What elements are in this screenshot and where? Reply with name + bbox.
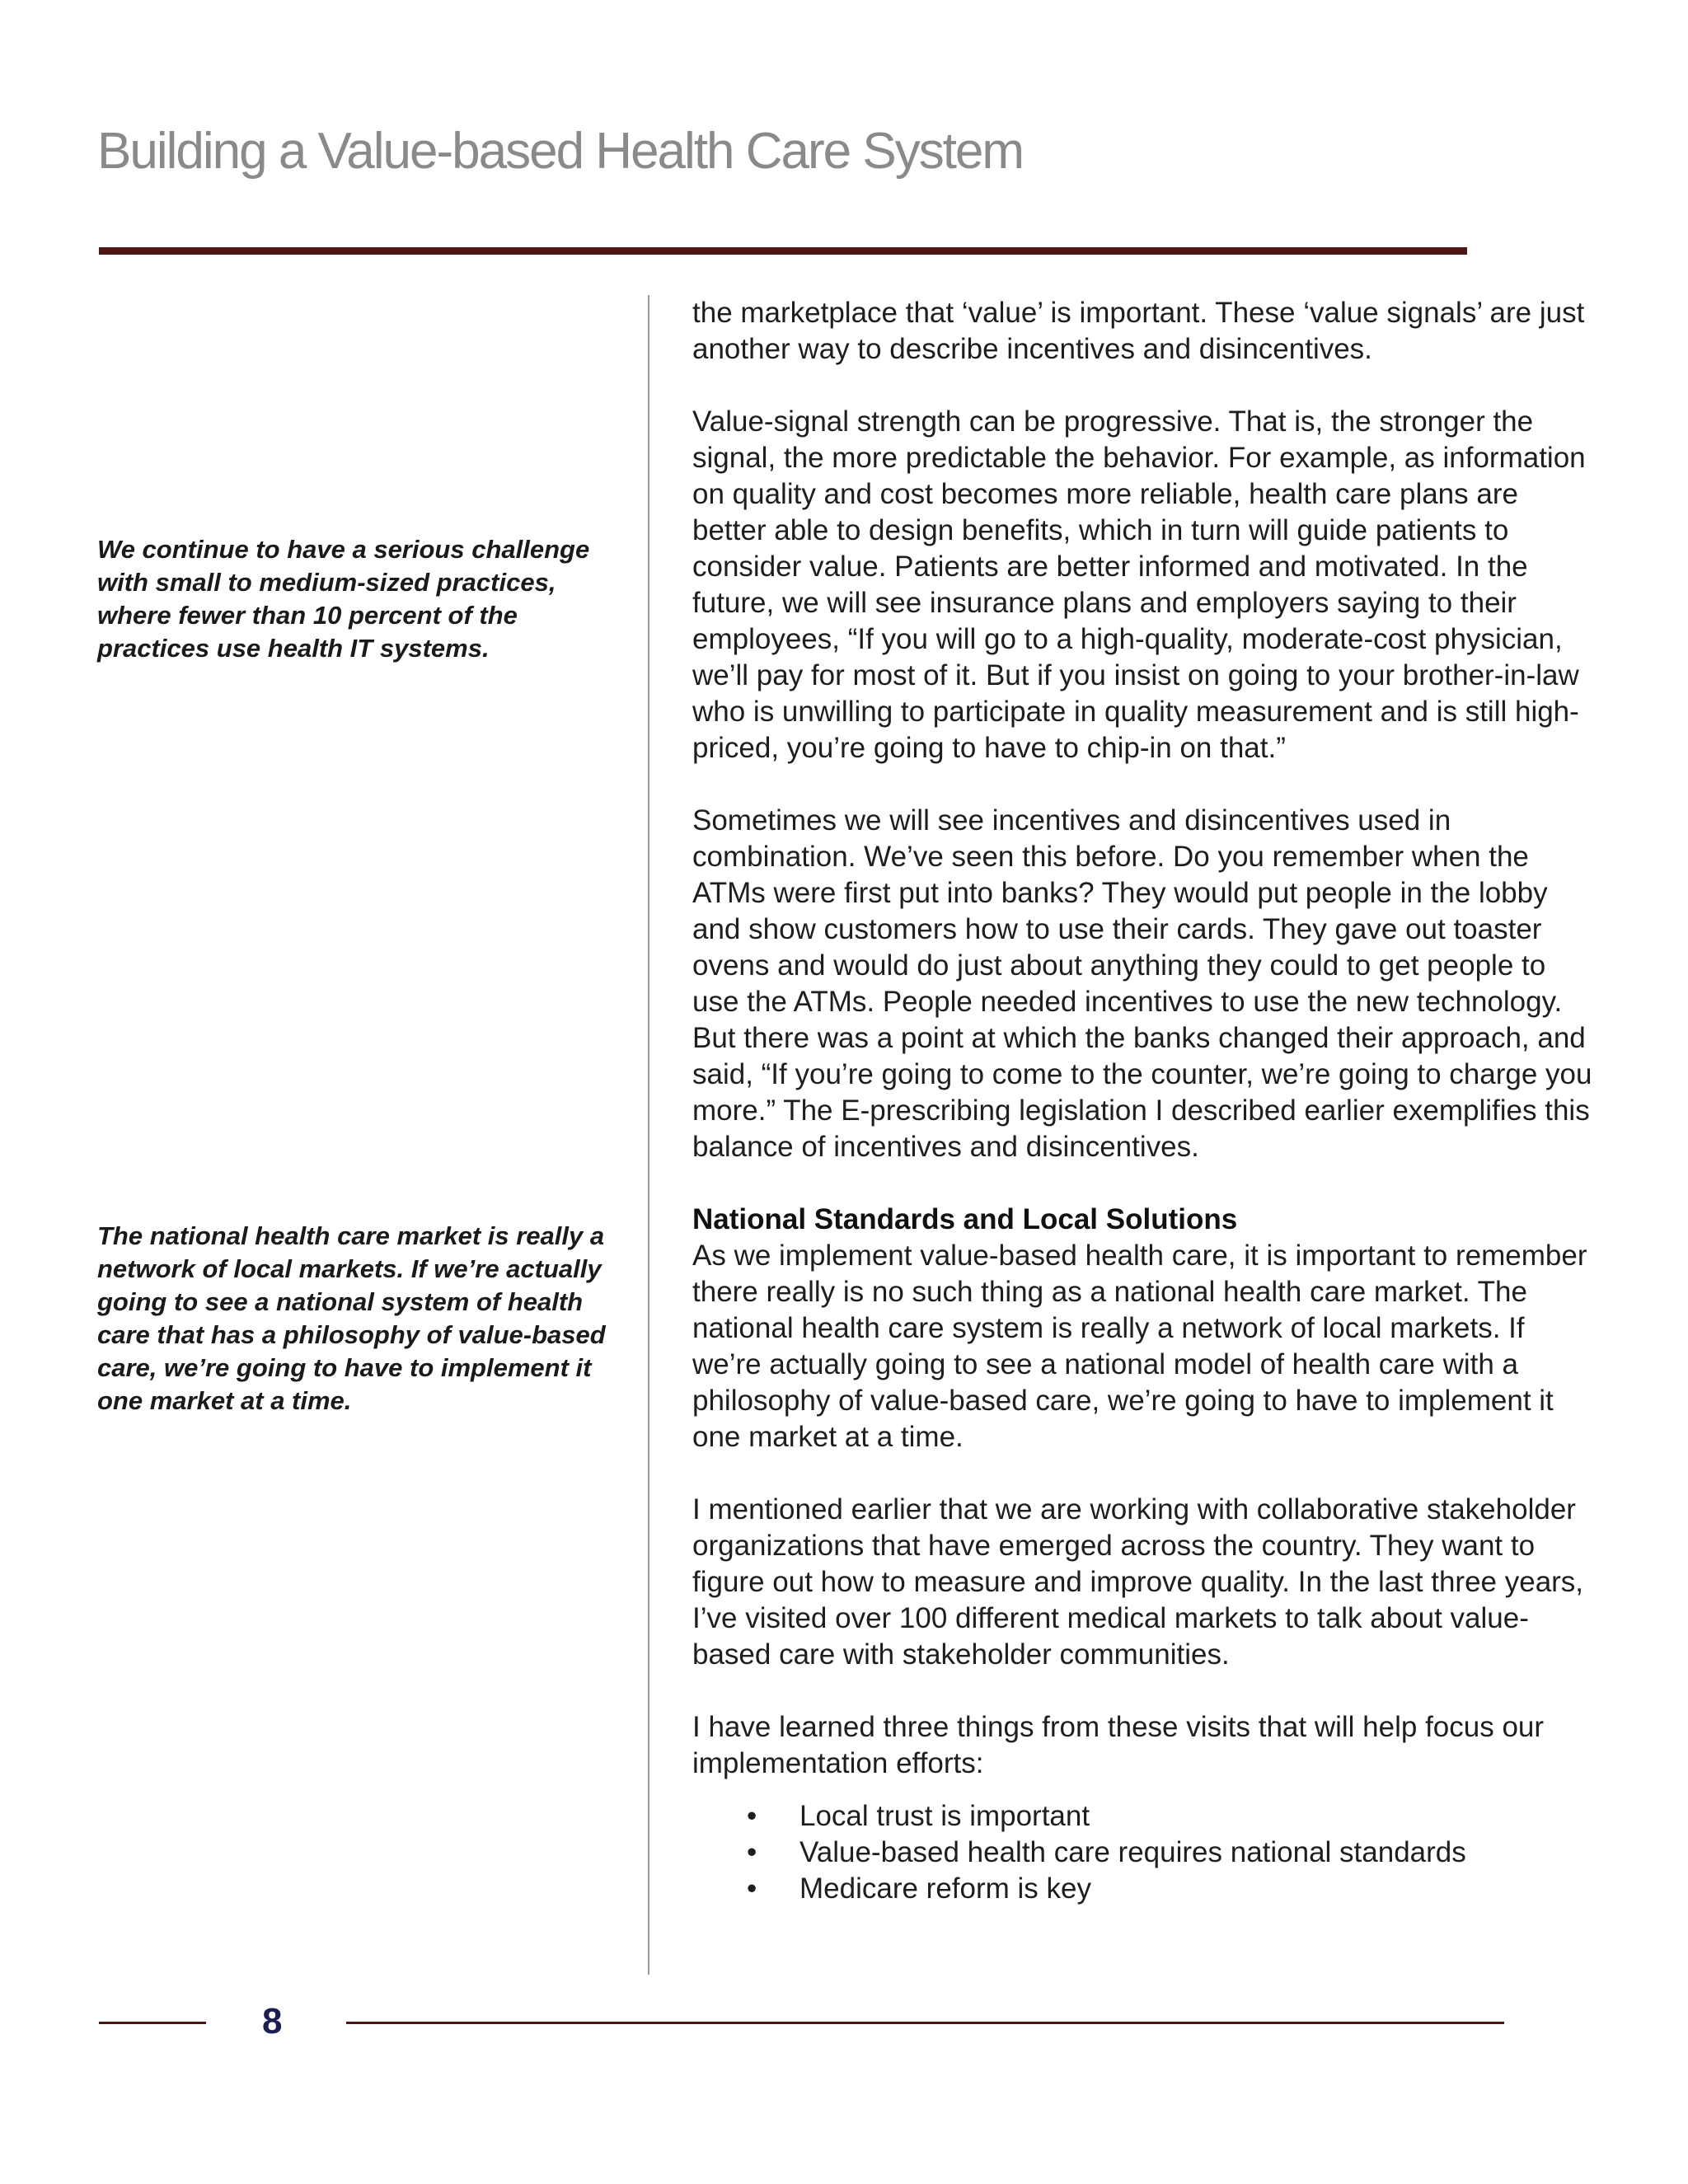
section-heading: National Standards and Local Solutions — [692, 1203, 1238, 1235]
bullet-icon: • — [747, 1836, 757, 1868]
page-title: Building a Value-based Health Care System — [97, 123, 1024, 180]
bullet-list — [692, 1798, 1599, 1907]
bullet-icon: • — [747, 1872, 757, 1905]
footer-rule-left — [99, 2022, 206, 2024]
list-item — [692, 1871, 1599, 1907]
column-divider — [648, 295, 649, 1975]
footer-rule-right — [346, 2022, 1504, 2024]
body-paragraph: As we implement value-based health care, it is important to remember there really is no such thing as a national health care market. The national health care system is really a network of local markets. If we’re actually going to see a national model of health care with a philosophy of value-based care, we’re going to have to implement it one market at a time. — [692, 1240, 1587, 1453]
body-paragraph: I mentioned earlier that we are working with collaborative stakeholder organizations that have emerged across the country. They want to figure out how to measure and improve quality. In the last three years, I’ve visited over 100 different medical markets to talk about value-based care with stakeholder communities. — [692, 1493, 1584, 1671]
list-item — [692, 1798, 1599, 1835]
list-item-text: Local trust is important — [799, 1800, 1090, 1832]
body-paragraph: Sometimes we will see incentives and disincentives used in combination. We’ve seen this before. Do you remember when the ATMs were first put into banks? They would put people in the lobby and show customers how to use their cards. They gave out toaster ovens and would do just about anything they could to get people to use the ATMs. People needed incentives to use the new technology. But there was a point at which the banks changed their approach, and said, “If you’re going to come to the counter, we’re going to charge you more.” The E-prescribing legislation I described earlier exemplifies this balance of incentives and disincentives. — [692, 804, 1592, 1163]
page-number: 8 — [262, 2001, 283, 2041]
list-item — [692, 1835, 1599, 1871]
body-paragraph: the marketplace that ‘value’ is important. These ‘value signals’ are just another way to describe incentives and disincentives. — [692, 297, 1585, 365]
body-paragraph: Value-signal strength can be progressive. That is, the stronger the signal, the more predictable the behavior. For example, as information on quality and cost becomes more reliable, health care plans are better able to design benefits, which in turn will guide patients to consider value. Patients are better informed and motivated. In the future, we will see insurance plans and employers saying to their employees, “If you will go to a high-quality, moderate-cost physician, we’ll pay for most of it. But if you insist on going to your brother-in-law who is unwilling to participate in quality measurement and is still high-priced, you’re going to have to chip-in on that.” — [692, 405, 1586, 764]
title-rule — [99, 247, 1467, 255]
pullquote-local-markets: The national health care market is really a network of local markets. If we’re actually going to see a national system of health care that has a philosophy of value-based care, we’re going to have to implement it one market at a time. — [97, 1221, 606, 1415]
bullet-icon: • — [747, 1800, 757, 1832]
body-column — [692, 295, 1599, 1907]
pullquote-health-it: We continue to have a serious challenge with small to medium-sized practices, where fewer than 10 percent of the practices use health IT systems. — [97, 535, 590, 663]
list-item-text: Value-based health care requires national standards — [799, 1836, 1466, 1868]
list-item-text: Medicare reform is key — [799, 1872, 1091, 1905]
body-paragraph: I have learned three things from these visits that will help focus our implementation efforts: — [692, 1711, 1545, 1779]
